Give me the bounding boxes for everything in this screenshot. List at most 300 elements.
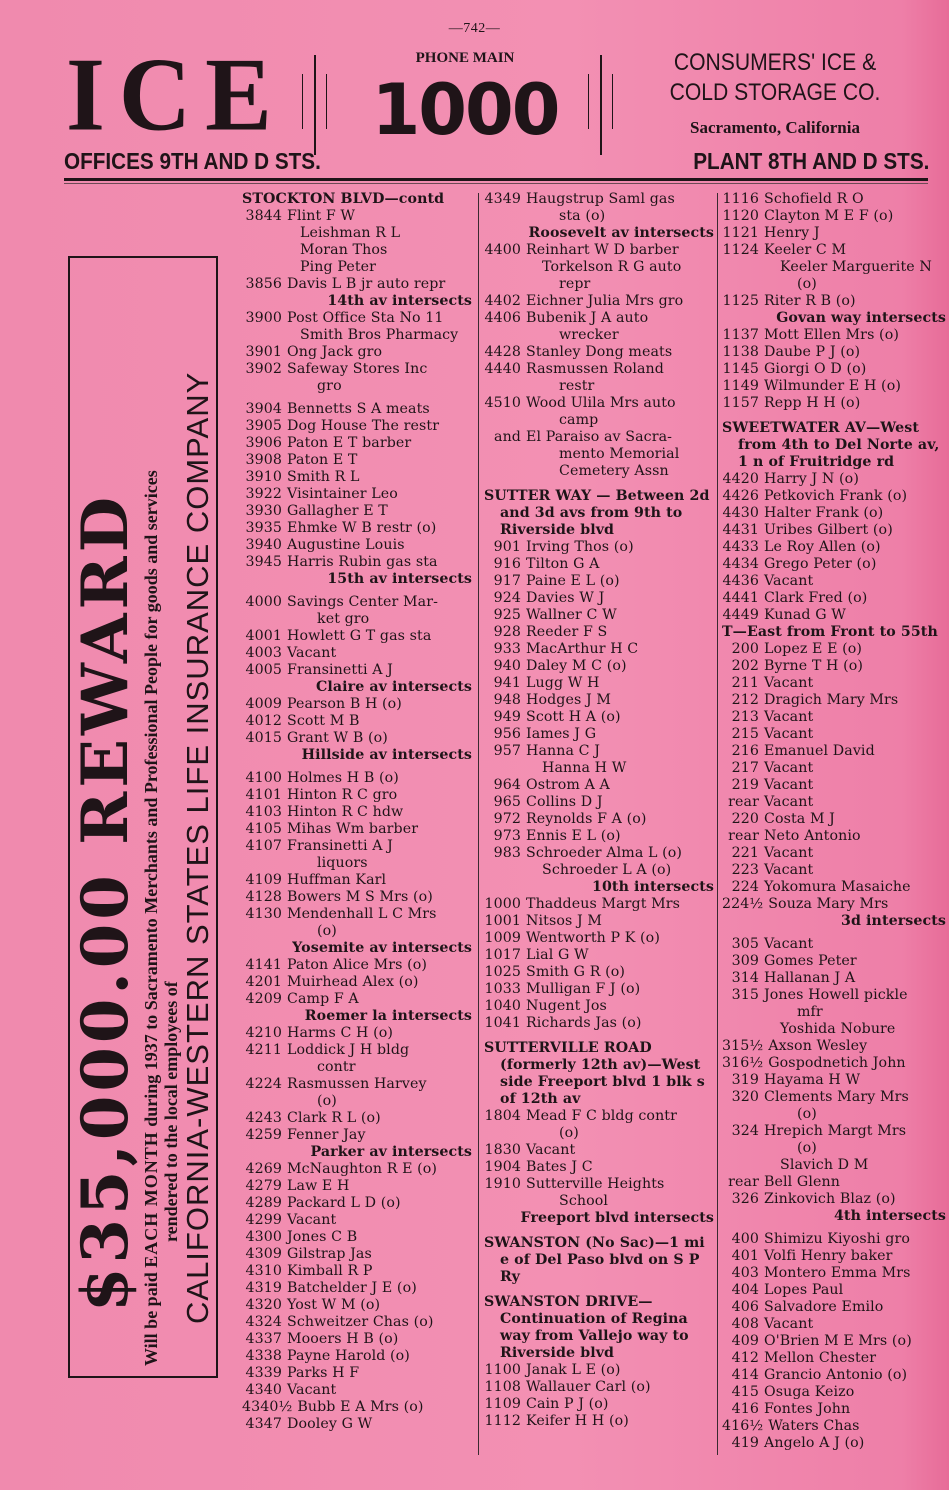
banner-divider (314, 55, 316, 155)
house-number: 4434 (722, 556, 759, 572)
directory-entry (484, 845, 716, 862)
directory-entry (722, 1418, 948, 1435)
resident-name: Lial G W (526, 947, 589, 963)
resident-name: Bowers M S Mrs (o) (287, 889, 433, 905)
entry-continuation: (o) (317, 923, 337, 939)
house-number: 1001 (484, 913, 521, 929)
column-divider (717, 193, 718, 1455)
directory-entry (722, 191, 948, 208)
house-number: 3906 (245, 435, 282, 451)
directory-entry (242, 1246, 474, 1263)
directory-entry (722, 896, 948, 913)
house-number: 211 (731, 675, 759, 691)
resident-name: Wallauer Carl (o) (526, 1379, 651, 1395)
resident-name: Mihas Wm barber (287, 821, 419, 837)
resident-name: Bubenik J A auto (526, 310, 649, 326)
resident-name: Payne Harold (o) (287, 1348, 410, 1364)
header-rule (64, 178, 928, 181)
house-number: 1149 (722, 378, 759, 394)
resident-name: Bates J C (526, 1159, 593, 1175)
house-number: 4406 (484, 310, 521, 326)
directory-entry (484, 641, 716, 658)
directory-entry (242, 1229, 474, 1246)
directory-entry (242, 662, 474, 679)
directory-entry (242, 503, 474, 520)
resident-name: Osuga Keizo (764, 1384, 855, 1400)
house-number: 4015 (245, 730, 282, 746)
directory-entry (722, 1174, 948, 1191)
house-number: 1033 (484, 981, 521, 997)
resident-name: Eichner Julia Mrs gro (526, 293, 684, 309)
page-number: —742— (448, 21, 501, 36)
directory-entry (484, 293, 716, 310)
cross-street-heading: Claire av intersects (315, 679, 472, 695)
house-number: 4449 (722, 607, 759, 623)
house-number: 940 (493, 658, 521, 674)
additional-resident: Slavich D M (780, 1157, 869, 1173)
directory-entry (484, 361, 716, 378)
resident-name: Yokomura Masaiche (764, 879, 911, 895)
house-number: 1125 (722, 293, 759, 309)
house-number: 316½ (722, 1055, 764, 1071)
resident-name: Neto Antonio (764, 828, 861, 844)
directory-entry (484, 930, 716, 947)
directory-entry (242, 991, 474, 1008)
plant-address: PLANT 8TH AND D STS. (692, 148, 929, 174)
directory-entry (722, 879, 948, 896)
house-number: 1121 (722, 225, 759, 241)
resident-name: Richards Jas (o) (526, 1015, 642, 1031)
house-number: 1025 (484, 964, 521, 980)
resident-name: Daube P J (o) (764, 344, 861, 360)
resident-name: Bell Glenn (764, 1174, 840, 1190)
directory-entry (242, 713, 474, 730)
resident-name: Schweitzer Chas (o) (287, 1314, 434, 1330)
company-city: Sacramento, California (690, 118, 860, 137)
entry-continuation: (o) (797, 1106, 817, 1122)
directory-entry (722, 505, 948, 522)
resident-name: Reinhart W D barber (526, 242, 679, 258)
reward-headline: $35,000.00 REWARD (68, 492, 143, 1312)
directory-entry (484, 726, 716, 743)
house-number: 928 (493, 624, 521, 640)
directory-entry (722, 1072, 948, 1089)
resident-name: Law E H (287, 1178, 350, 1194)
reward-body-text: Will be paid (141, 1267, 161, 1366)
house-number: 326 (731, 1191, 759, 1207)
resident-name: Wood Ulila Mrs auto (526, 395, 676, 411)
house-number: 4420 (722, 471, 759, 487)
resident-name: Schofield R O (764, 191, 864, 207)
resident-name: Hrepich Margt Mrs (764, 1123, 907, 1139)
house-number: 948 (493, 692, 521, 708)
directory-entry (242, 1212, 474, 1229)
directory-entry (242, 401, 474, 418)
directory-entry (484, 539, 716, 556)
directory-entry (242, 1161, 474, 1178)
entry-continuation: repr (559, 276, 591, 292)
directory-entry (484, 913, 716, 930)
directory-entry (242, 418, 474, 435)
directory-entry (722, 675, 948, 692)
house-number: 212 (731, 692, 759, 708)
resident-name: Giorgi O D (o) (764, 361, 867, 377)
resident-name: Pearson B H (o) (287, 696, 402, 712)
resident-name: Howlett G T gas sta (287, 628, 432, 644)
directory-entry (242, 957, 474, 974)
resident-name: Vacant (764, 845, 814, 861)
house-number: 4299 (245, 1212, 282, 1228)
house-number: 4005 (245, 662, 282, 678)
directory-entry (242, 537, 474, 554)
resident-name: Thaddeus Margt Mrs (526, 896, 680, 912)
directory-entry (242, 1076, 474, 1093)
directory-entry (722, 225, 948, 242)
house-number: 3930 (245, 503, 282, 519)
house-number: 315 (731, 987, 759, 1003)
house-number: 973 (493, 828, 521, 844)
resident-name: Costa M J (764, 811, 835, 827)
entry-continuation: School (559, 1193, 609, 1209)
house-number: 3922 (245, 486, 282, 502)
entry-continuation: gro (317, 378, 342, 394)
entry-continuation: ket gro (317, 611, 370, 627)
resident-name: Paine E L (o) (526, 573, 620, 589)
house-number: 219 (731, 777, 759, 793)
resident-name: Rasmussen Roland (526, 361, 664, 377)
house-number: 1120 (722, 208, 759, 224)
resident-name: Riter R B (o) (764, 293, 856, 309)
house-number: 1910 (484, 1176, 521, 1192)
street-heading: STOCKTON BLVD—contd (242, 191, 445, 207)
directory-entry (484, 242, 716, 259)
house-number: 4338 (245, 1348, 282, 1364)
directory-entry (722, 1350, 948, 1367)
resident-name: Haugstrup Saml gas (526, 191, 675, 207)
directory-entry (242, 361, 474, 378)
directory-entry (484, 1108, 716, 1125)
additional-resident: Torkelson R G auto (542, 259, 682, 275)
directory-entry (484, 811, 716, 828)
house-number: 223 (731, 862, 759, 878)
resident-name: Scott H A (o) (526, 709, 621, 725)
cross-street-heading: 4th intersects (833, 1208, 946, 1224)
directory-entry (242, 1297, 474, 1314)
directory-entry (722, 293, 948, 310)
resident-name: Post Office Sta No 11 (287, 310, 444, 326)
resident-name: Packard L D (o) (287, 1195, 401, 1211)
house-number: 4320 (245, 1297, 282, 1313)
directory-entry (242, 645, 474, 662)
resident-name: Ennis E L (o) (526, 828, 621, 844)
house-number: 4431 (722, 522, 759, 538)
house-number: 1137 (722, 327, 759, 343)
directory-entry (242, 520, 474, 537)
directory-entry (484, 310, 716, 327)
directory-entry (722, 828, 948, 845)
house-number: 221 (731, 845, 759, 861)
house-number: 224½ (722, 896, 764, 912)
resident-name: Wallner C W (526, 607, 617, 623)
directory-entry (242, 469, 474, 486)
resident-name: Keeler C M (764, 242, 847, 258)
resident-name: Safeway Stores Inc (287, 361, 428, 377)
resident-name: Nugent Jos (526, 998, 607, 1014)
house-number: 4440 (484, 361, 521, 377)
house-number: 4224 (245, 1076, 282, 1092)
house-number: 3905 (245, 418, 282, 434)
additional-resident: Hanna H W (542, 760, 627, 776)
directory-entry (722, 1316, 948, 1333)
directory-entry (722, 607, 948, 624)
resident-name: Vacant (287, 1382, 337, 1398)
resident-name: Grant W B (o) (287, 730, 388, 746)
directory-entry (722, 242, 948, 259)
directory-entry (722, 743, 948, 760)
house-number: 415 (731, 1384, 759, 1400)
directory-entry (722, 862, 948, 879)
house-number: 1124 (722, 242, 759, 258)
directory-entry (722, 1435, 948, 1452)
resident-name: Vacant (526, 1142, 576, 1158)
resident-name: Fransinetti A J (287, 838, 393, 854)
house-number: 216 (731, 743, 759, 759)
company-name-line1: CONSUMERS' ICE & (673, 49, 877, 76)
resident-name: Montero Emma Mrs (764, 1265, 911, 1281)
entry-continuation: restr (559, 378, 595, 394)
house-number: 4337 (245, 1331, 282, 1347)
resident-name: Ehmke W B restr (o) (287, 520, 437, 536)
resident-name: Paton Alice Mrs (o) (287, 957, 428, 973)
resident-name: Harry J N (o) (764, 471, 859, 487)
directory-column-3 (722, 191, 948, 1452)
entry-continuation: (o) (317, 1093, 337, 1109)
directory-entry (484, 692, 716, 709)
directory-entry (242, 1416, 474, 1433)
directory-entry (484, 743, 716, 760)
resident-name: Souza Mary Mrs (768, 896, 889, 912)
house-number: 1009 (484, 930, 521, 946)
resident-name: Reynolds F A (o) (526, 811, 647, 827)
resident-name: Henry J (764, 225, 820, 241)
street-heading: SUTTERVILLE ROAD (formerly 12th av)—West side Freeport blvd 1 blk s of 12th av (484, 1040, 705, 1107)
directory-entry (242, 1399, 474, 1416)
directory-entry (722, 794, 948, 811)
resident-name: Fransinetti A J (287, 662, 393, 678)
resident-name: Harris Rubin gas sta (287, 554, 438, 570)
house-number: 4000 (245, 594, 282, 610)
resident-name: Mendenhall L C Mrs (287, 906, 437, 922)
resident-name: Petkovich Frank (o) (764, 488, 908, 504)
house-number: 1804 (484, 1108, 521, 1124)
entry-continuation: liquors (317, 855, 368, 871)
directory-entry (484, 1142, 716, 1159)
directory-entry (722, 573, 948, 590)
house-number: 4339 (245, 1365, 282, 1381)
resident-name: Keifer H H (o) (526, 1413, 629, 1429)
resident-name: Hinton R C hdw (287, 804, 404, 820)
resident-name: Angelo A J (o) (764, 1435, 865, 1451)
resident-name: Cain P J (o) (526, 1396, 609, 1412)
resident-name: Salvadore Emilo (764, 1299, 884, 1315)
resident-name: Hayama H W (764, 1072, 861, 1088)
resident-name: Huffman Karl (287, 872, 387, 888)
directory-entry (722, 845, 948, 862)
cross-street-heading: Freeport blvd intersects (520, 1210, 714, 1226)
house-number: 4209 (245, 991, 282, 1007)
resident-name: Batchelder J E (o) (287, 1280, 417, 1296)
directory-entry (722, 692, 948, 709)
banner-divider (302, 74, 303, 129)
house-number: 957 (493, 743, 521, 759)
resident-name: Clark Fred (o) (764, 590, 868, 606)
house-number: 1112 (484, 1413, 521, 1429)
directory-entry (722, 1401, 948, 1418)
street-heading: T—East from Front to 55th (722, 624, 938, 640)
street-heading: SWANSTON DRIVE—Continuation of Regina way from Vallejo way to Riverside blvd (484, 1294, 689, 1361)
directory-entry (484, 1413, 716, 1430)
directory-entry (722, 590, 948, 607)
directory-entry (242, 310, 474, 327)
directory-entry (242, 1314, 474, 1331)
directory-entry (722, 760, 948, 777)
house-number: 4130 (245, 906, 282, 922)
house-number: 4259 (245, 1127, 282, 1143)
house-number: 4400 (484, 242, 521, 258)
directory-entry (722, 488, 948, 505)
directory-entry (242, 1348, 474, 1365)
directory-entry (722, 1231, 948, 1248)
additional-resident: Yoshida Nobure (780, 1021, 896, 1037)
resident-name: Dog House The restr (287, 418, 440, 434)
house-number: 217 (731, 760, 759, 776)
resident-name: Fontes John (764, 1401, 851, 1417)
directory-entry (484, 1379, 716, 1396)
directory-entry (242, 486, 474, 503)
cross-street-heading: Hillside av intersects (301, 747, 472, 763)
directory-entry (242, 1178, 474, 1195)
resident-name: Kimball R P (287, 1263, 373, 1279)
house-number: 4001 (245, 628, 282, 644)
cross-street-heading: Parker av intersects (310, 1144, 472, 1160)
directory-entry (242, 1331, 474, 1348)
column-divider (478, 193, 479, 1455)
house-number: 4128 (245, 889, 282, 905)
resident-name: Vacant (764, 1316, 814, 1332)
house-number: 202 (731, 658, 759, 674)
directory-entry (484, 1015, 716, 1032)
directory-entry (484, 191, 716, 208)
house-number: 4402 (484, 293, 521, 309)
directory-entry (722, 327, 948, 344)
directory-entry (722, 556, 948, 573)
house-number: 4141 (245, 957, 282, 973)
house-number: 215 (731, 726, 759, 742)
house-number: 4105 (245, 821, 282, 837)
directory-entry (242, 787, 474, 804)
resident-name: Janak L E (o) (526, 1362, 621, 1378)
directory-entry (484, 1396, 716, 1413)
directory-entry (722, 344, 948, 361)
directory-entry (484, 981, 716, 998)
directory-entry (242, 770, 474, 787)
directory-entry (484, 395, 716, 412)
directory-entry (242, 1110, 474, 1127)
resident-name: Flint F W (287, 208, 356, 224)
directory-entry (484, 675, 716, 692)
directory-entry (722, 208, 948, 225)
house-number: 4428 (484, 344, 521, 360)
resident-name: Dooley G W (287, 1416, 373, 1432)
house-number: 4349 (484, 191, 521, 207)
directory-entry (484, 429, 716, 446)
resident-name: Mooers H B (o) (287, 1331, 399, 1347)
resident-name: MacArthur H C (526, 641, 639, 657)
house-number: 4433 (722, 539, 759, 555)
house-number: 314 (731, 970, 759, 986)
resident-name: Vacant (764, 760, 814, 776)
house-number: 3901 (245, 344, 282, 360)
cross-street-heading: 15th av intersects (327, 571, 472, 587)
resident-name: Uribes Gilbert (o) (764, 522, 893, 538)
directory-entry (722, 1299, 948, 1316)
directory-entry (242, 1365, 474, 1382)
resident-name: Wilmunder E H (o) (764, 378, 901, 394)
street-heading: SWEETWATER AV—West from 4th to Del Norte av, 1 n of Fruitridge rd (722, 420, 940, 470)
resident-name: Jones Howell pickle (764, 987, 908, 1003)
house-number: 4107 (245, 838, 282, 854)
directory-entry (242, 452, 474, 469)
directory-entry (242, 804, 474, 821)
house-number: rear (728, 828, 759, 844)
directory-entry (722, 539, 948, 556)
resident-name: Visintainer Leo (287, 486, 398, 502)
directory-entry (242, 696, 474, 713)
directory-entry (722, 471, 948, 488)
house-number: 1109 (484, 1396, 521, 1412)
directory-entry (242, 554, 474, 571)
house-number: 3844 (245, 208, 282, 224)
resident-name: Savings Center Mar- (287, 594, 438, 610)
resident-name: Nitsos J M (526, 913, 602, 929)
house-number: 324 (731, 1123, 759, 1139)
resident-name: O'Brien M E Mrs (o) (764, 1333, 912, 1349)
directory-entry (242, 889, 474, 906)
house-number: 4243 (245, 1110, 282, 1126)
house-number: rear (728, 794, 759, 810)
entry-continuation: (o) (559, 1125, 579, 1141)
resident-name: Ong Jack gro (287, 344, 383, 360)
resident-name: Parks H F (287, 1365, 360, 1381)
additional-resident: Smith Bros Pharmacy (300, 327, 459, 343)
directory-entry (242, 1263, 474, 1280)
house-number: 3904 (245, 401, 282, 417)
directory-entry (722, 1265, 948, 1282)
house-number: 933 (493, 641, 521, 657)
directory-entry (242, 276, 474, 293)
resident-name: Daley M C (o) (526, 658, 627, 674)
house-number: 409 (731, 1333, 759, 1349)
header-rule-thin (64, 183, 928, 184)
house-number: 220 (731, 811, 759, 827)
resident-name: Fenner Jay (287, 1127, 366, 1143)
directory-entry (242, 1382, 474, 1399)
directory-entry (722, 1191, 948, 1208)
entry-continuation: mento Memorial (559, 446, 680, 462)
street-heading: SWANSTON (No Sac)—1 mi e of Del Paso blvd on S P Ry (484, 1235, 705, 1285)
company-name-line2: COLD STORAGE CO. (669, 79, 881, 106)
banner-divider (588, 74, 589, 129)
